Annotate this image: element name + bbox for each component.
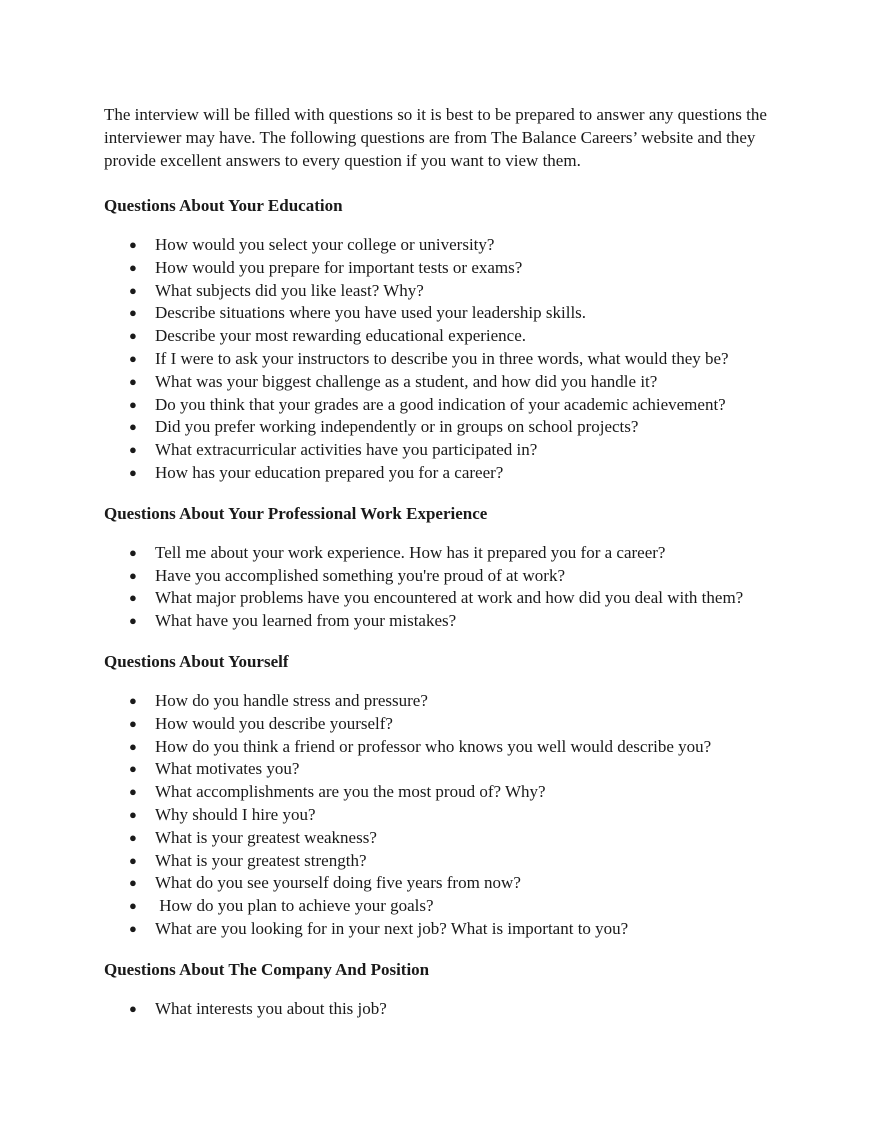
bullet-icon: ●: [129, 237, 137, 252]
bullet-icon: ●: [129, 396, 137, 412]
question-text: Tell me about your work experience. How has it prepared you for a career?: [155, 542, 666, 562]
list-item: [104, 416, 800, 439]
question-text: What extracurricular activities have you participated in?: [155, 440, 538, 460]
question-text: How would you select your college or university?: [155, 235, 495, 254]
question-text: How do you plan to achieve your goals?: [155, 896, 434, 916]
question-text: How would you prepare for important tests or exams?: [155, 257, 523, 277]
question-section: [104, 958, 800, 1021]
question-text: Have you accomplished something you're proud of at work?: [155, 565, 566, 585]
question-text: What subjects did you like least? Why?: [155, 280, 424, 300]
question-text: What are you looking for in your next job? What is important to you?: [155, 918, 629, 938]
question-list: [104, 542, 800, 633]
list-item: [104, 462, 800, 485]
question-text: Describe situations where you have used your leadership skills.: [155, 303, 587, 323]
question-text: What accomplishments are you the most proud of? Why?: [155, 782, 546, 802]
question-text: How would you describe yourself?: [155, 713, 393, 733]
section-heading: Questions About Yourself: [104, 651, 289, 671]
question-section: [104, 194, 800, 485]
list-item: [104, 325, 800, 348]
question-text: What interests you about this job?: [155, 998, 387, 1018]
bullet-icon: ●: [129, 419, 137, 435]
question-text: What have you learned from your mistakes?: [155, 611, 457, 631]
bullet-icon: ●: [129, 259, 137, 275]
list-item: [104, 827, 800, 850]
list-item: [104, 758, 800, 781]
question-text: What major problems have you encountered at work and how did you deal with them?: [155, 588, 744, 608]
list-item: [104, 280, 800, 303]
bullet-icon: ●: [129, 920, 137, 936]
question-text: How do you think a friend or professor who knows you well would describe you?: [155, 736, 712, 756]
bullet-icon: ●: [129, 613, 137, 629]
list-item: [104, 895, 800, 918]
list-item: [104, 302, 800, 325]
question-text: What motivates you?: [155, 759, 300, 779]
list-item: [104, 542, 800, 565]
list-item: [104, 736, 800, 759]
bullet-icon: ●: [129, 784, 137, 800]
list-item: [104, 610, 800, 633]
bullet-icon: ●: [129, 852, 137, 868]
question-text: What do you see yourself doing five years from now?: [155, 873, 521, 893]
section-heading: Questions About Your Education: [104, 196, 343, 215]
question-text: What was your biggest challenge as a student, and how did you handle it?: [155, 371, 658, 391]
list-item: [104, 998, 800, 1021]
bullet-icon: ●: [129, 875, 137, 891]
sections-container: [104, 194, 800, 1021]
question-text: If I were to ask your instructors to describe you in three words, what would they be?: [155, 348, 729, 368]
bullet-icon: ●: [129, 544, 137, 560]
list-item: [104, 565, 800, 588]
bullet-icon: ●: [129, 442, 137, 458]
question-list: [104, 998, 800, 1021]
bullet-icon: ●: [129, 692, 137, 708]
bullet-icon: ●: [129, 567, 137, 583]
bullet-icon: ●: [129, 590, 137, 606]
list-item: [104, 587, 800, 610]
bullet-icon: ●: [129, 464, 137, 480]
list-item: [104, 850, 800, 873]
section-heading: Questions About Your Professional Work Experience: [104, 503, 488, 523]
intro-paragraph: The interview will be filled with questions so it is best to be prepared to answer any questions the interviewer may have. The following questions are from The Balance Careers’ website and they provide excellent answers to every question if you want to view them.: [104, 105, 767, 170]
question-text: How has your education prepared you for a career?: [155, 462, 504, 482]
list-item: [104, 234, 800, 257]
bullet-icon: ●: [129, 761, 137, 777]
question-section: [104, 502, 800, 633]
list-item: [104, 781, 800, 804]
bullet-icon: ●: [129, 373, 137, 389]
bullet-icon: ●: [129, 350, 137, 366]
bullet-icon: ●: [129, 1000, 137, 1016]
bullet-icon: ●: [129, 806, 137, 822]
list-item: [104, 918, 800, 941]
bullet-icon: ●: [129, 328, 137, 344]
question-text: Describe your most rewarding educational experience.: [155, 326, 527, 346]
question-text: Do you think that your grades are a good indication of your academic achievement?: [155, 394, 726, 414]
question-text: Did you prefer working independently or in groups on school projects?: [155, 417, 639, 437]
list-item: [104, 690, 800, 713]
question-text: What is your greatest strength?: [155, 850, 367, 870]
list-item: [104, 713, 800, 736]
bullet-icon: ●: [129, 898, 137, 914]
bullet-icon: ●: [129, 282, 137, 298]
question-list: [104, 234, 800, 485]
question-text: How do you handle stress and pressure?: [155, 690, 428, 710]
question-list: [104, 690, 800, 941]
list-item: [104, 872, 800, 895]
list-item: [104, 439, 800, 462]
question-section: [104, 650, 800, 941]
list-item: [104, 371, 800, 394]
question-text: What is your greatest weakness?: [155, 827, 377, 847]
question-text: Why should I hire you?: [155, 804, 316, 824]
bullet-icon: ●: [129, 829, 137, 845]
bullet-icon: ●: [129, 738, 137, 754]
list-item: [104, 804, 800, 827]
list-item: [104, 394, 800, 417]
section-heading: Questions About The Company And Position: [104, 959, 430, 979]
bullet-icon: ●: [129, 715, 137, 731]
list-item: [104, 348, 800, 371]
list-item: [104, 257, 800, 280]
bullet-icon: ●: [129, 305, 137, 321]
